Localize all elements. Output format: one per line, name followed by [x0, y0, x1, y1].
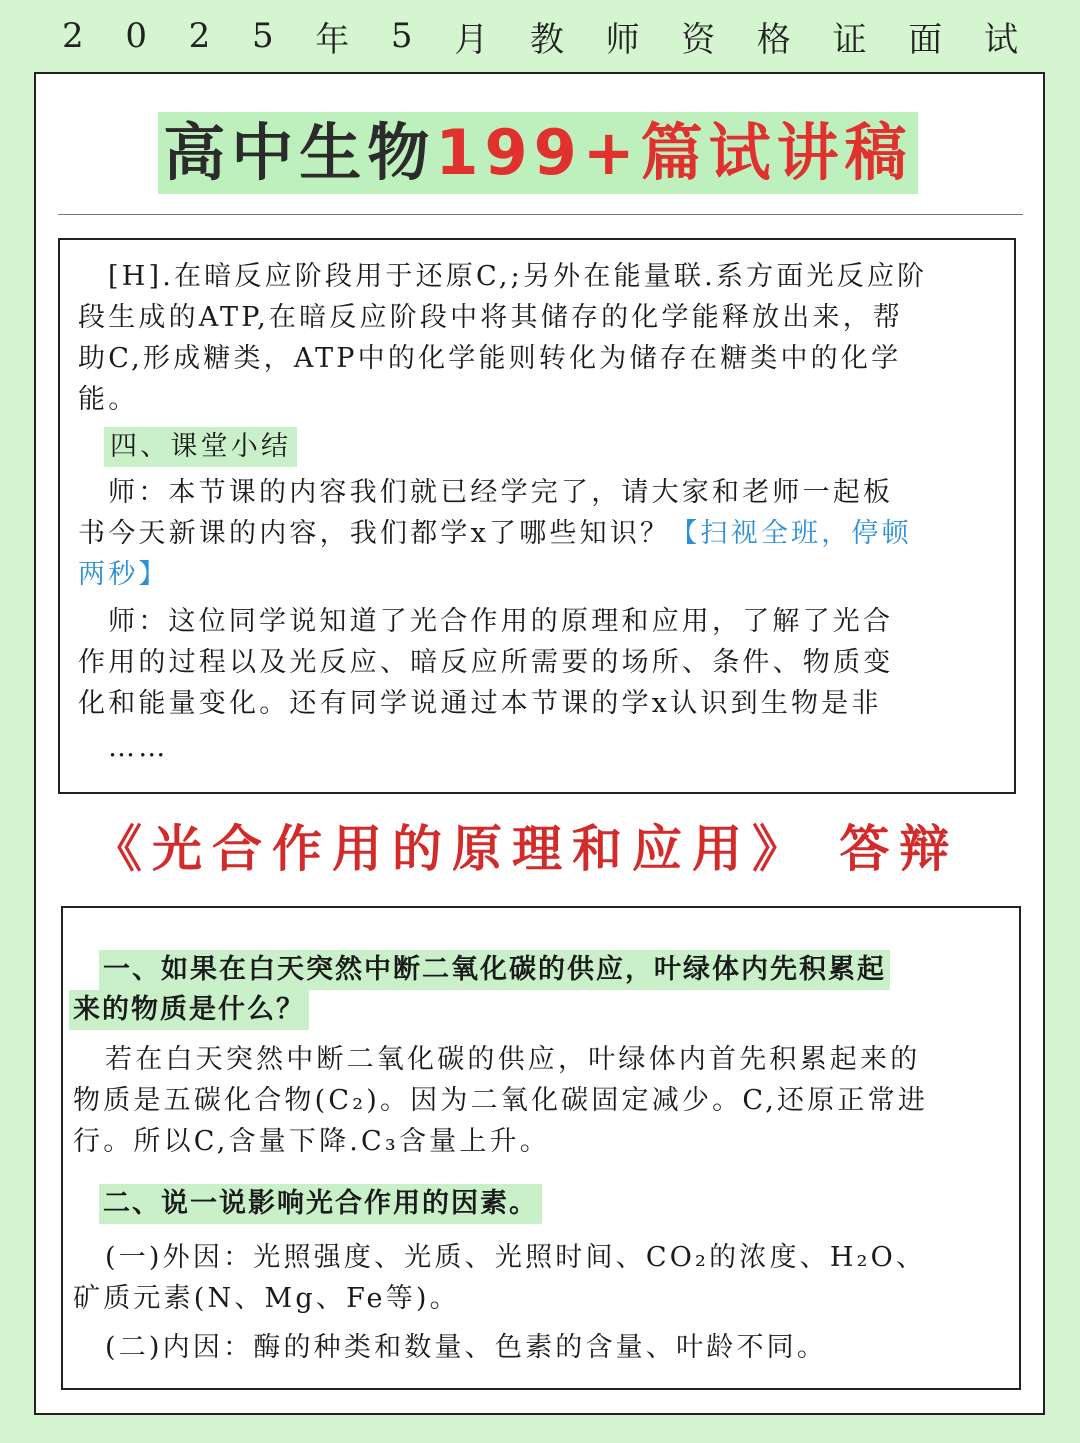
script-line: [H].在暗反应阶段用于还原C,;另外在能量联.系方面光反应阶 [108, 261, 928, 292]
defense-box [61, 906, 1021, 1390]
teacher-line: 师：这位同学说知道了光合作用的原理和应用，了解了光合 [108, 606, 894, 637]
banner-char: 面 [908, 19, 943, 60]
answer-line: 若在白天突然中断二氧化碳的供应，叶绿体内首先积累起来的 [105, 1044, 921, 1075]
banner-char: 试 [983, 19, 1018, 60]
summary-heading: 四、课堂小结 [104, 427, 297, 467]
banner-char: 月 [454, 19, 489, 60]
page-title [158, 112, 918, 194]
banner-char: 年 [315, 19, 350, 60]
banner-char: 资 [681, 19, 716, 60]
script-line: 助C,形成糖类，ATP中的化学能则转化为储存在糖类中的化学 [78, 343, 902, 374]
banner-char: 5 [390, 16, 413, 56]
answer-line: 物质是五碳化合物(C₂)。因为二氧化碳固定减少。C,还原正常进 [73, 1085, 929, 1116]
teacher-text: 书今天新课的内容，我们都学x了哪些知识？ [78, 518, 671, 549]
question-heading: 二、说一说影响光合作用的因素。 [99, 1184, 542, 1224]
document-sheet [34, 72, 1045, 1415]
stage-direction-cont: 两秒】 [78, 559, 169, 590]
banner-char: 证 [832, 19, 867, 60]
top-banner [0, 0, 1080, 72]
script-line: 段生成的ATP,在暗反应阶段中将其储存的化学能释放出来，帮 [78, 302, 904, 333]
banner-char: 5 [251, 16, 274, 56]
script-excerpt-box [58, 238, 1016, 794]
banner-char: 0 [125, 16, 147, 56]
teacher-line: 化和能量变化。还有同学说通过本节课的学x认识到生物是非 [78, 688, 882, 719]
question-heading: 来的物质是什么？ [69, 990, 309, 1030]
stage-direction: 【扫视全班，停顿 [670, 518, 912, 549]
ellipsis: …… [108, 732, 169, 763]
teacher-line: 作用的过程以及光反应、暗反应所需要的场所、条件、物质变 [78, 647, 894, 678]
defense-title: 《光合作用的原理和应用》 答辩 [92, 819, 960, 878]
script-line: 能。 [78, 384, 139, 415]
banner-char: 2 [62, 16, 84, 56]
teacher-line: 师：本节课的内容我们就已经学完了，请大家和老师一起板 [108, 477, 894, 508]
title-count: 199+篇试讲稿 [435, 116, 913, 189]
answer-line: 矿质元素(N、Mg、Fe等)。 [73, 1283, 460, 1314]
teacher-line [78, 514, 912, 554]
question-heading: 一、如果在白天突然中断二氧化碳的供应，叶绿体内先积累起 [99, 950, 890, 990]
banner-char: 2 [188, 16, 211, 56]
banner-char: 教 [529, 19, 564, 60]
banner-char: 格 [756, 19, 791, 60]
answer-line: (二)内因：酶的种类和数量、色素的含量、叶龄不同。 [105, 1332, 828, 1363]
banner-char: 师 [605, 19, 640, 60]
title-subject: 高中生物 [163, 116, 436, 189]
title-highlight [158, 112, 918, 194]
answer-line: (一)外因：光照强度、光质、光照时间、CO₂的浓度、H₂O、 [105, 1242, 927, 1273]
answer-line: 行。所以C,含量下降.C₃含量上升。 [73, 1126, 550, 1157]
divider [58, 214, 1023, 215]
